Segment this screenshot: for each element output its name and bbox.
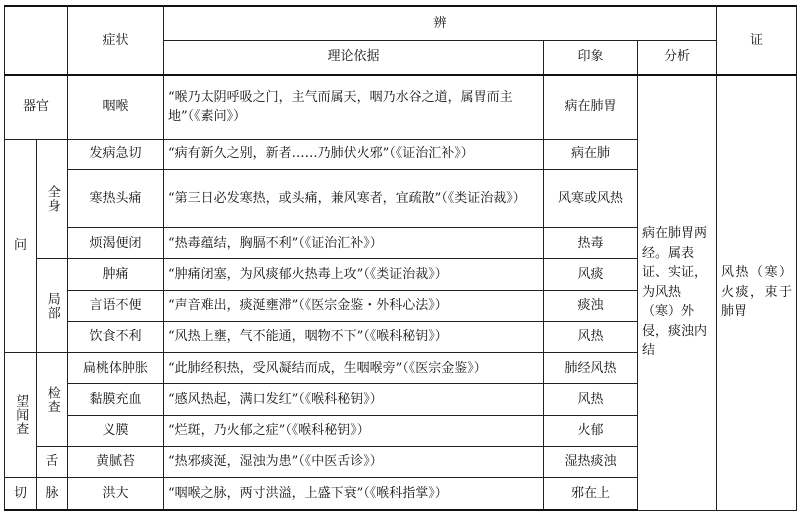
symptom-cell: 寒热头痛 xyxy=(68,169,164,227)
symptom-cell: 烦渴便闭 xyxy=(68,228,164,259)
symptom-cell: 扁桃体肿胀 xyxy=(68,353,164,384)
basis-cell: “肿痛闭塞，为风痰郁火热毒上攻”（《类证治裁》） xyxy=(164,259,544,290)
group-pulse: 脉 xyxy=(37,478,68,510)
header-syndrome: 证 xyxy=(717,6,797,75)
impression-cell: 风热 xyxy=(544,321,638,352)
basis-cell: “咽喉之脉，两寸洪溢，上盛下衰”（《喉科指掌》） xyxy=(164,478,544,510)
syndrome-cell: 风热（寒）火痰，束于肺胃 xyxy=(717,75,797,510)
impression-cell: 病在肺 xyxy=(544,139,638,169)
symptom-cell: 义膜 xyxy=(68,415,164,446)
impression-cell: 肺经风热 xyxy=(544,353,638,384)
basis-cell: “病有新久之别，新者……乃肺伏火邪”（《证治汇补》） xyxy=(164,139,544,169)
header-impression: 印象 xyxy=(544,40,638,74)
symptom-cell: 洪大 xyxy=(68,478,164,510)
group-look-listen-exam: 望闻查 xyxy=(5,353,37,478)
basis-cell: “热毒蕴结，胸膈不利”（《证治汇补》） xyxy=(164,228,544,259)
group-whole-body: 全身 xyxy=(37,139,68,259)
impression-cell: 风痰 xyxy=(544,259,638,290)
basis-cell: “声音难出，痰涎壅滞”（《医宗金鉴・外科心法》） xyxy=(164,290,544,321)
symptom-cell: 黄腻苔 xyxy=(68,446,164,477)
header-blank-cell xyxy=(5,6,68,75)
header-analysis: 分析 xyxy=(638,40,717,74)
header-differentiate: 辨 xyxy=(164,6,717,40)
header-symptom: 症状 xyxy=(68,6,164,75)
basis-cell: “烂斑，乃火郁之症”（《喉科秘钥》） xyxy=(164,415,544,446)
group-organ: 器官 xyxy=(5,75,68,140)
group-exam: 检查 xyxy=(37,353,68,447)
basis-cell: “此肺经积热，受风凝结而成，生咽喉旁”（《医宗金鉴》） xyxy=(164,353,544,384)
symptom-cell: 饮食不利 xyxy=(68,321,164,352)
group-palpate: 切 xyxy=(5,478,37,510)
impression-cell: 痰浊 xyxy=(544,290,638,321)
basis-cell: “感风热起，满口发红”（《喉科秘钥》） xyxy=(164,384,544,415)
basis-cell: “喉乃太阴呼吸之门，主气而属天，咽乃水谷之道，属胃而主地”（《素问》） xyxy=(164,75,544,140)
basis-cell: “第三日必发寒热，或头痛，兼风寒者，宜疏散”（《类证治裁》） xyxy=(164,169,544,227)
table-row xyxy=(5,75,797,140)
impression-cell: 风寒或风热 xyxy=(544,169,638,227)
group-local: 局部 xyxy=(37,259,68,353)
analysis-cell: 病在肺胃两经。属表证、实证，为风热（寒）外侵，痰浊内结 xyxy=(638,75,717,510)
group-tongue: 舌 xyxy=(37,446,68,477)
group-ask: 问 xyxy=(5,139,37,353)
basis-cell: “热邪痰涎，湿浊为患”（《中医舌诊》） xyxy=(164,446,544,477)
symptom-cell: 言语不便 xyxy=(68,290,164,321)
diagnosis-table xyxy=(4,5,797,511)
impression-cell: 邪在上 xyxy=(544,478,638,510)
impression-cell: 风热 xyxy=(544,384,638,415)
symptom-cell: 咽喉 xyxy=(68,75,164,140)
impression-cell: 火郁 xyxy=(544,415,638,446)
impression-cell: 热毒 xyxy=(544,228,638,259)
symptom-cell: 肿痛 xyxy=(68,259,164,290)
impression-cell: 病在肺胃 xyxy=(544,75,638,140)
basis-cell: “风热上壅，气不能通，咽物不下”（《喉科秘钥》） xyxy=(164,321,544,352)
symptom-cell: 黏膜充血 xyxy=(68,384,164,415)
impression-cell: 湿热痰浊 xyxy=(544,446,638,477)
header-basis: 理论依据 xyxy=(164,40,544,74)
symptom-cell: 发病急切 xyxy=(68,139,164,169)
